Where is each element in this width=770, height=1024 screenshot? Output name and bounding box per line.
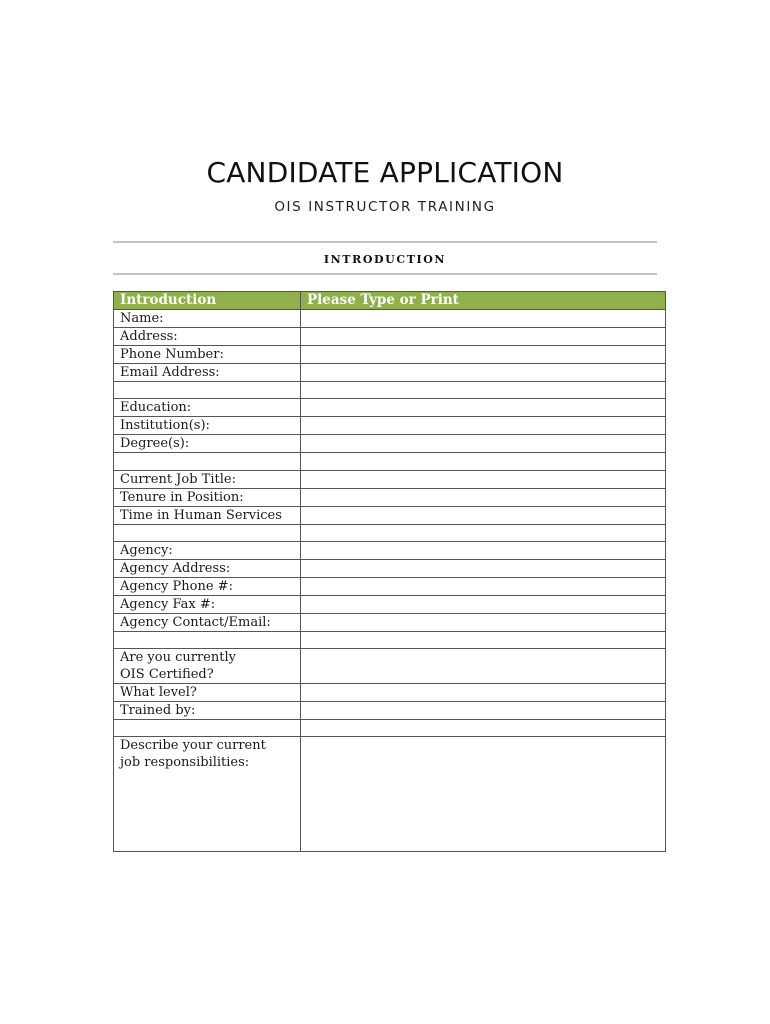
- table-row: [114, 470, 666, 488]
- spacer-cell: [301, 631, 666, 648]
- spacer-cell: [301, 382, 666, 399]
- table-row-spacer: [114, 382, 666, 399]
- agency-phone-field[interactable]: [301, 577, 666, 595]
- table-row: [114, 559, 666, 577]
- label-ois-certified: [114, 649, 301, 684]
- email-address-field[interactable]: [301, 364, 666, 382]
- education-field[interactable]: [301, 399, 666, 417]
- job-responsibilities-field[interactable]: [301, 737, 666, 852]
- label-agency-fax: Agency Fax #:: [114, 595, 301, 613]
- label-what-level: What level?: [114, 684, 301, 702]
- divider-top: [113, 241, 657, 243]
- label-line: Are you currently: [120, 650, 236, 666]
- table-row: [114, 702, 666, 720]
- spacer-cell: [114, 524, 301, 541]
- table-row: [114, 613, 666, 631]
- label-education: Education:: [114, 399, 301, 417]
- table-row: [114, 595, 666, 613]
- label-address: Address:: [114, 328, 301, 346]
- table-header-row: [114, 292, 666, 310]
- table-row-spacer: [114, 720, 666, 737]
- table-row: [114, 310, 666, 328]
- application-form-table: [113, 291, 666, 852]
- table-row: [114, 364, 666, 382]
- label-tenure-in-position: Tenure in Position:: [114, 488, 301, 506]
- spacer-cell: [114, 720, 301, 737]
- page-subtitle: OIS INSTRUCTOR TRAINING: [274, 199, 496, 215]
- label-degrees: Degree(s):: [114, 435, 301, 453]
- spacer-cell: [301, 524, 666, 541]
- table-row: [114, 737, 666, 852]
- institutions-field[interactable]: [301, 417, 666, 435]
- label-agency: Agency:: [114, 541, 301, 559]
- label-name: Name:: [114, 310, 301, 328]
- time-in-human-services-field[interactable]: [301, 506, 666, 524]
- label-trained-by: Trained by:: [114, 702, 301, 720]
- label-institutions: Institution(s):: [114, 417, 301, 435]
- spacer-cell: [114, 382, 301, 399]
- label-email-address: Email Address:: [114, 364, 301, 382]
- label-line: Describe your current: [120, 738, 266, 754]
- label-current-job-title: Current Job Title:: [114, 470, 301, 488]
- agency-contact-email-field[interactable]: [301, 613, 666, 631]
- label-agency-address: Agency Address:: [114, 559, 301, 577]
- label-line: OIS Certified?: [120, 667, 214, 683]
- current-job-title-field[interactable]: [301, 470, 666, 488]
- table-row: [114, 684, 666, 702]
- degrees-field[interactable]: [301, 435, 666, 453]
- address-field[interactable]: [301, 328, 666, 346]
- what-level-field[interactable]: [301, 684, 666, 702]
- table-row: [114, 577, 666, 595]
- label-agency-contact-email: Agency Contact/Email:: [114, 613, 301, 631]
- section-heading: INTRODUCTION: [323, 253, 447, 266]
- label-job-responsibilities: [114, 737, 301, 852]
- label-phone-number: Phone Number:: [114, 346, 301, 364]
- trained-by-field[interactable]: [301, 702, 666, 720]
- table-row: [114, 506, 666, 524]
- spacer-cell: [301, 453, 666, 470]
- ois-certified-field[interactable]: [301, 649, 666, 684]
- table-row: [114, 541, 666, 559]
- agency-address-field[interactable]: [301, 559, 666, 577]
- label-agency-phone: Agency Phone #:: [114, 577, 301, 595]
- tenure-in-position-field[interactable]: [301, 488, 666, 506]
- table-row: [114, 488, 666, 506]
- table-row: [114, 328, 666, 346]
- label-line: job responsibilities:: [120, 755, 250, 771]
- table-row: [114, 346, 666, 364]
- table-row-spacer: [114, 631, 666, 648]
- table-row: [114, 417, 666, 435]
- agency-fax-field[interactable]: [301, 595, 666, 613]
- table-row: [114, 399, 666, 417]
- spacer-cell: [114, 453, 301, 470]
- phone-number-field[interactable]: [301, 346, 666, 364]
- table-row: [114, 435, 666, 453]
- table-row-spacer: [114, 524, 666, 541]
- label-time-in-human-services: Time in Human Services: [114, 506, 301, 524]
- name-field[interactable]: [301, 310, 666, 328]
- table-row-spacer: [114, 453, 666, 470]
- header-introduction: Introduction: [114, 292, 301, 310]
- table-row: [114, 649, 666, 684]
- page-title: CANDIDATE APPLICATION: [206, 156, 564, 189]
- divider-bottom: [113, 273, 657, 275]
- header-please-type-or-print: Please Type or Print: [301, 292, 666, 310]
- spacer-cell: [301, 720, 666, 737]
- spacer-cell: [114, 631, 301, 648]
- agency-field[interactable]: [301, 541, 666, 559]
